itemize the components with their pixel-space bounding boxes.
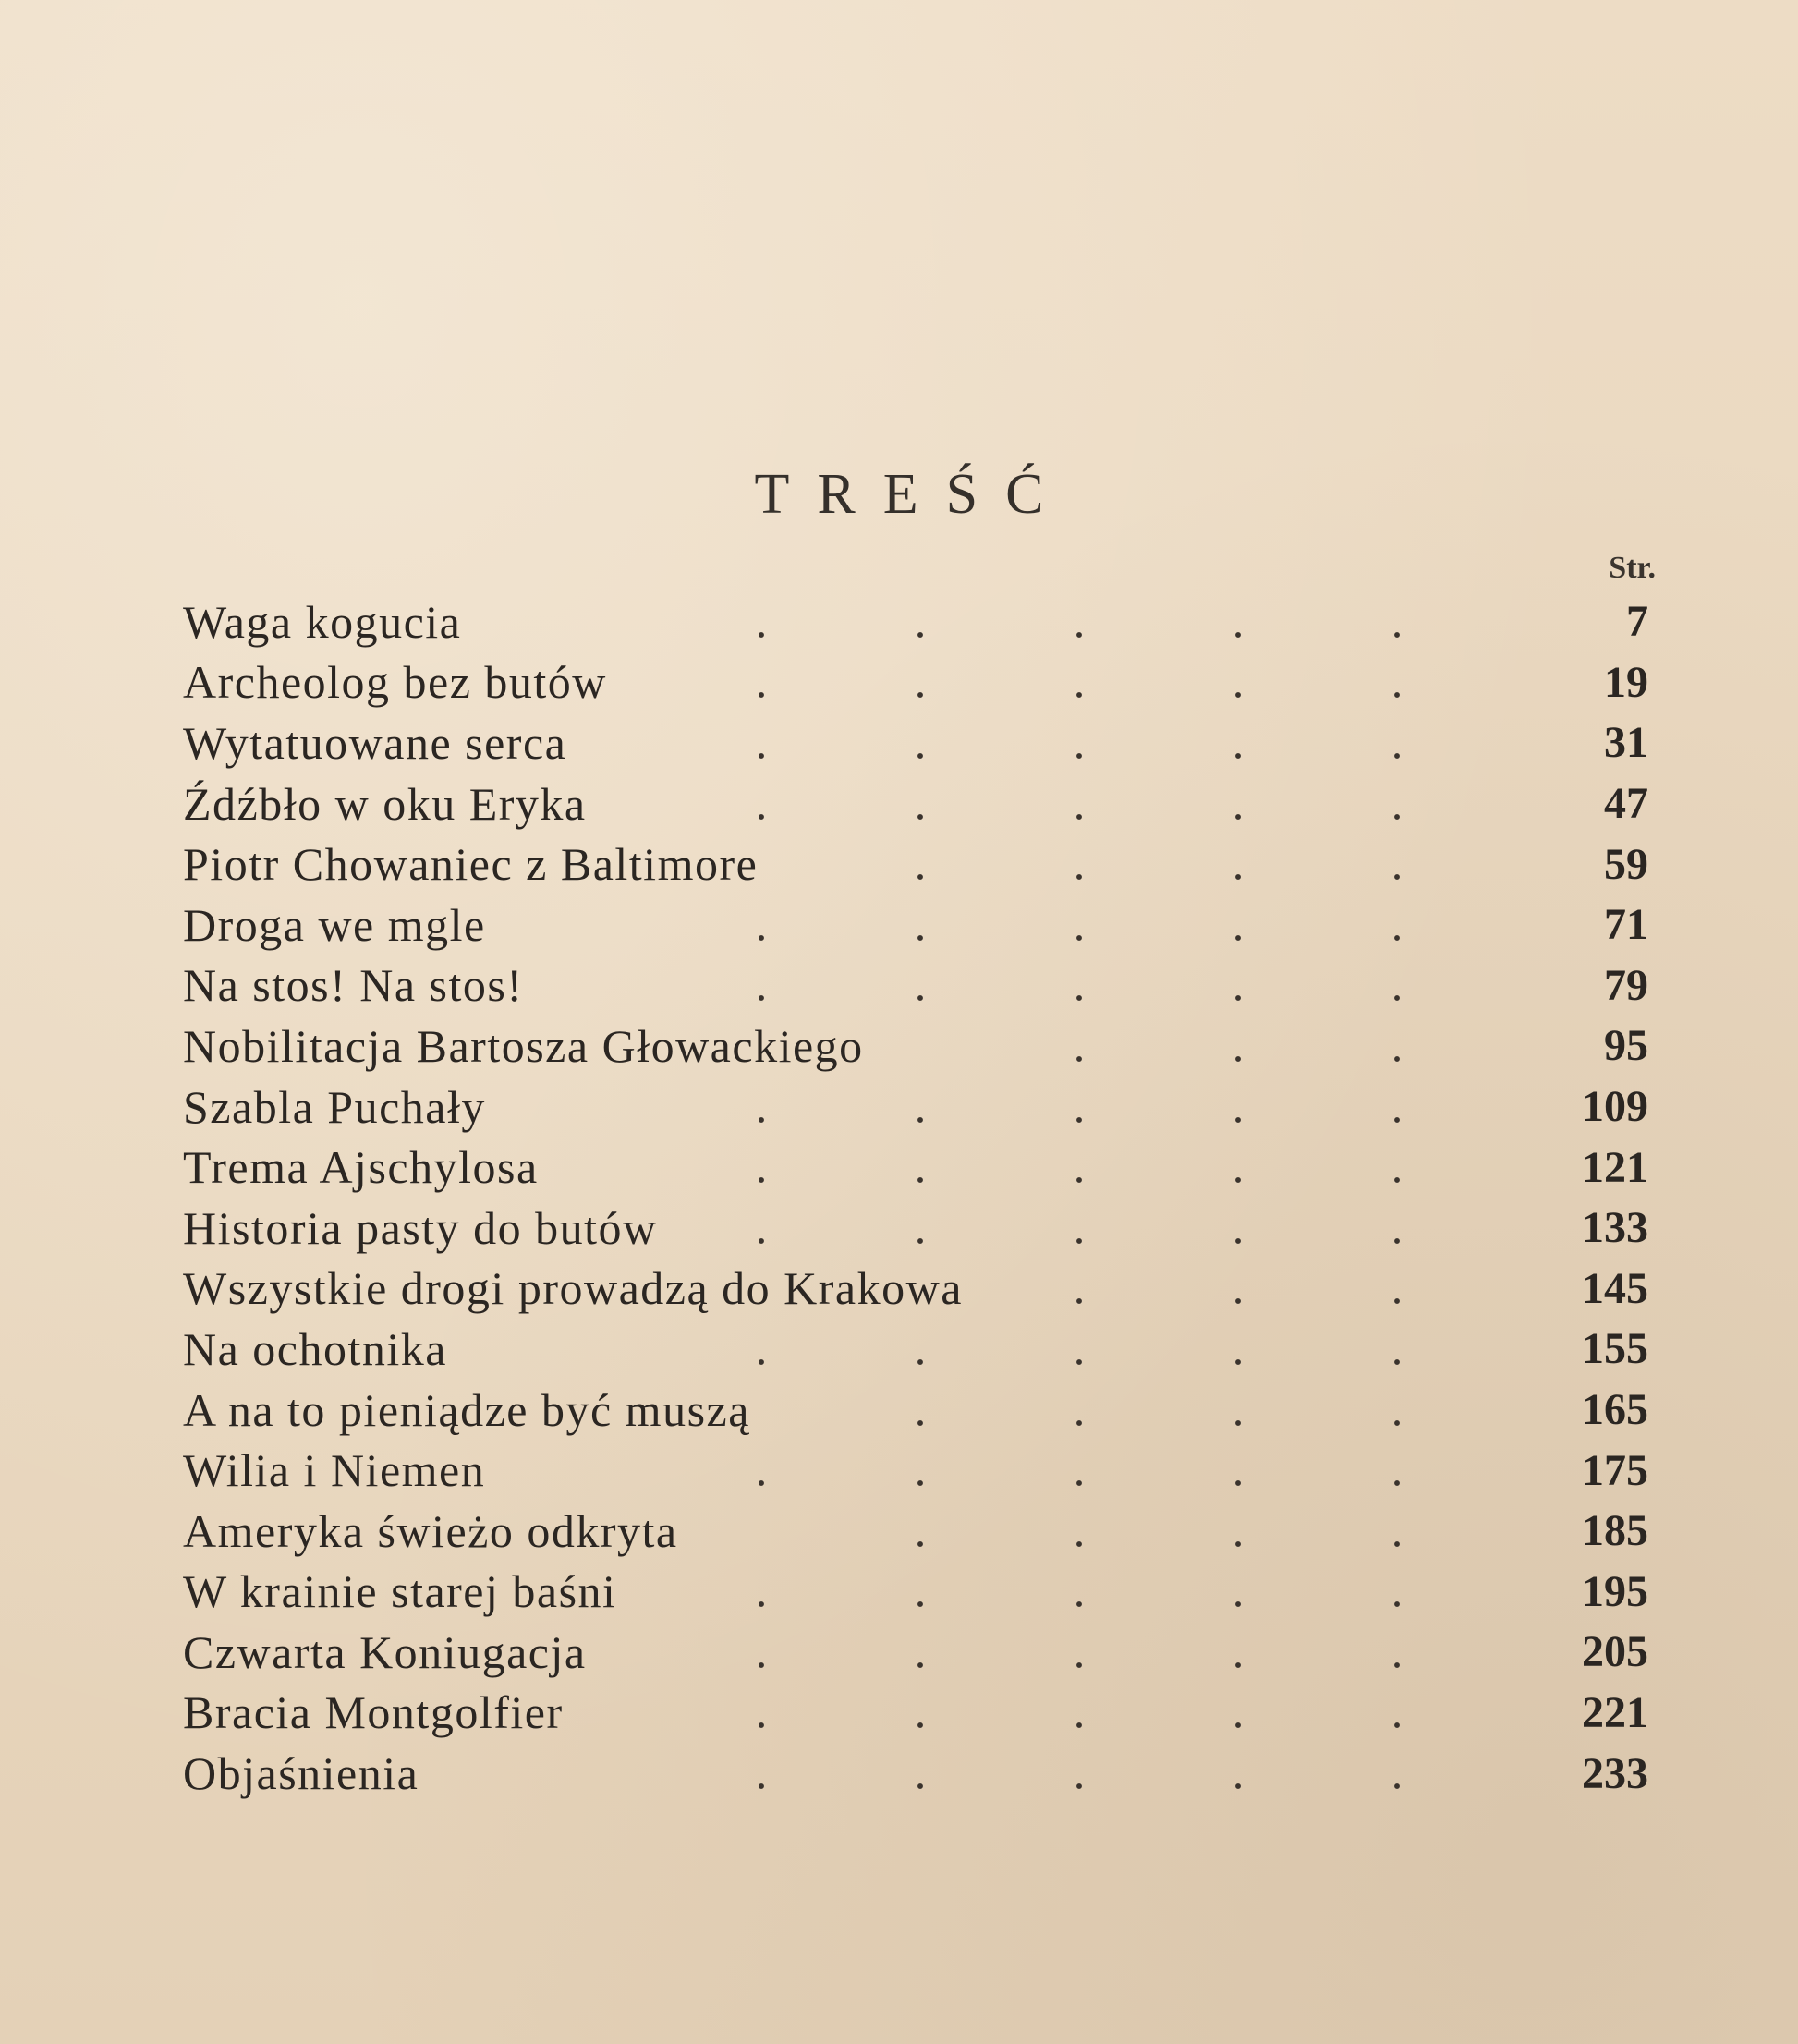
- toc-entry: [183, 712, 1658, 773]
- toc-entry-page: 221: [1582, 1687, 1648, 1737]
- toc-entry-title: Nobilitacja Bartosza Głowackiego: [183, 1019, 864, 1072]
- page-column-label: Str.: [1609, 551, 1656, 585]
- toc-entry-title: Wilia i Niemen: [183, 1444, 486, 1497]
- toc-entry-page: 121: [1582, 1142, 1648, 1192]
- toc-entry: [183, 1440, 1658, 1501]
- toc-entry-page: 175: [1582, 1445, 1648, 1495]
- toc-entry-page: 71: [1604, 900, 1648, 950]
- toc-entry-title: Droga we mgle: [183, 898, 486, 951]
- dot-leader: [841, 873, 1528, 881]
- dot-leader: [682, 994, 1528, 1002]
- toc-entry: [183, 1380, 1658, 1441]
- toc-entry: [183, 1259, 1658, 1320]
- dot-leader: [682, 1479, 1528, 1487]
- toc-entry: [183, 1137, 1658, 1198]
- toc-entry: [183, 1622, 1658, 1683]
- toc-entry-title: Archeolog bez butów: [183, 656, 607, 709]
- toc-entry-page: 195: [1582, 1566, 1648, 1616]
- toc-entry-title: Szabla Puchały: [183, 1080, 486, 1133]
- toc-entry-title: Historia pasty do butów: [183, 1201, 658, 1254]
- toc-entry-title: Waga kogucia: [183, 595, 462, 648]
- toc-entry-page: 155: [1582, 1324, 1648, 1374]
- dot-leader: [682, 1782, 1528, 1790]
- toc-entry: [183, 1319, 1658, 1380]
- dot-leader: [682, 1722, 1528, 1729]
- toc-entry: [183, 1743, 1658, 1804]
- dot-leader: [682, 1600, 1528, 1608]
- toc-entry-title: Piotr Chowaniec z Baltimore: [183, 838, 759, 891]
- dot-leader: [682, 1661, 1528, 1669]
- dot-leader: [682, 1358, 1528, 1366]
- toc-entry-title: W krainie starej baśni: [183, 1565, 617, 1618]
- toc-entry-title: Źdźbło w oku Eryka: [183, 777, 587, 830]
- dot-leader: [841, 1540, 1528, 1548]
- toc-entry: [183, 1198, 1658, 1259]
- toc-entry-page: 109: [1582, 1082, 1648, 1132]
- toc-entry-page: 145: [1582, 1263, 1648, 1313]
- dot-leader: [841, 1419, 1528, 1427]
- toc-entry: [183, 833, 1658, 894]
- toc-entry-title: Wszystkie drogi prowadzą do Krakowa: [183, 1262, 963, 1315]
- dot-leader: [682, 752, 1528, 760]
- toc-entry: [183, 591, 1658, 652]
- toc-entry-title: Wytatuowane serca: [183, 716, 567, 769]
- toc-entry-page: 59: [1604, 839, 1648, 889]
- toc-entry: [183, 1016, 1658, 1077]
- toc-entry-title: Ameryka świeżo odkryta: [183, 1504, 678, 1557]
- dot-leader: [1000, 1297, 1528, 1305]
- toc-entry-title: Na stos! Na stos!: [183, 959, 524, 1012]
- toc-entry-title: Czwarta Koniugacja: [183, 1625, 587, 1678]
- table-of-contents: [183, 591, 1658, 1804]
- toc-entry-title: A na to pieniądze być muszą: [183, 1383, 750, 1436]
- toc-entry-page: 95: [1604, 1021, 1648, 1071]
- dot-leader: [682, 631, 1528, 639]
- dot-leader: [682, 1176, 1528, 1184]
- toc-entry-page: 79: [1604, 960, 1648, 1010]
- dot-leader: [682, 813, 1528, 821]
- toc-entry: [183, 1501, 1658, 1562]
- toc-entry: [183, 773, 1658, 834]
- toc-entry-page: 133: [1582, 1203, 1648, 1253]
- dot-leader: [682, 1116, 1528, 1124]
- toc-entry: [183, 652, 1658, 713]
- toc-entry-title: Bracia Montgolfier: [183, 1686, 564, 1739]
- toc-entry-page: 165: [1582, 1385, 1648, 1435]
- toc-entry-page: 7: [1626, 597, 1648, 647]
- toc-entry-title: Na ochotnika: [183, 1322, 447, 1375]
- toc-entry-page: 233: [1582, 1748, 1648, 1798]
- toc-entry: [183, 1683, 1658, 1744]
- toc-entry-page: 19: [1604, 657, 1648, 707]
- toc-entry: [183, 1077, 1658, 1138]
- toc-entry: [183, 1562, 1658, 1623]
- toc-entry: [183, 894, 1658, 955]
- toc-entry-page: 47: [1604, 779, 1648, 829]
- toc-entry-page: 31: [1604, 718, 1648, 768]
- toc-entry-page: 205: [1582, 1627, 1648, 1677]
- toc-entry-title: Trema Ajschylosa: [183, 1141, 539, 1194]
- dot-leader: [1000, 1055, 1528, 1063]
- toc-entry-page: 185: [1582, 1506, 1648, 1556]
- dot-leader: [682, 691, 1528, 699]
- toc-entry: [183, 955, 1658, 1016]
- dot-leader: [682, 1237, 1528, 1245]
- dot-leader: [682, 934, 1528, 942]
- page-title: TREŚĆ: [754, 463, 1072, 526]
- toc-entry-title: Objaśnienia: [183, 1747, 419, 1800]
